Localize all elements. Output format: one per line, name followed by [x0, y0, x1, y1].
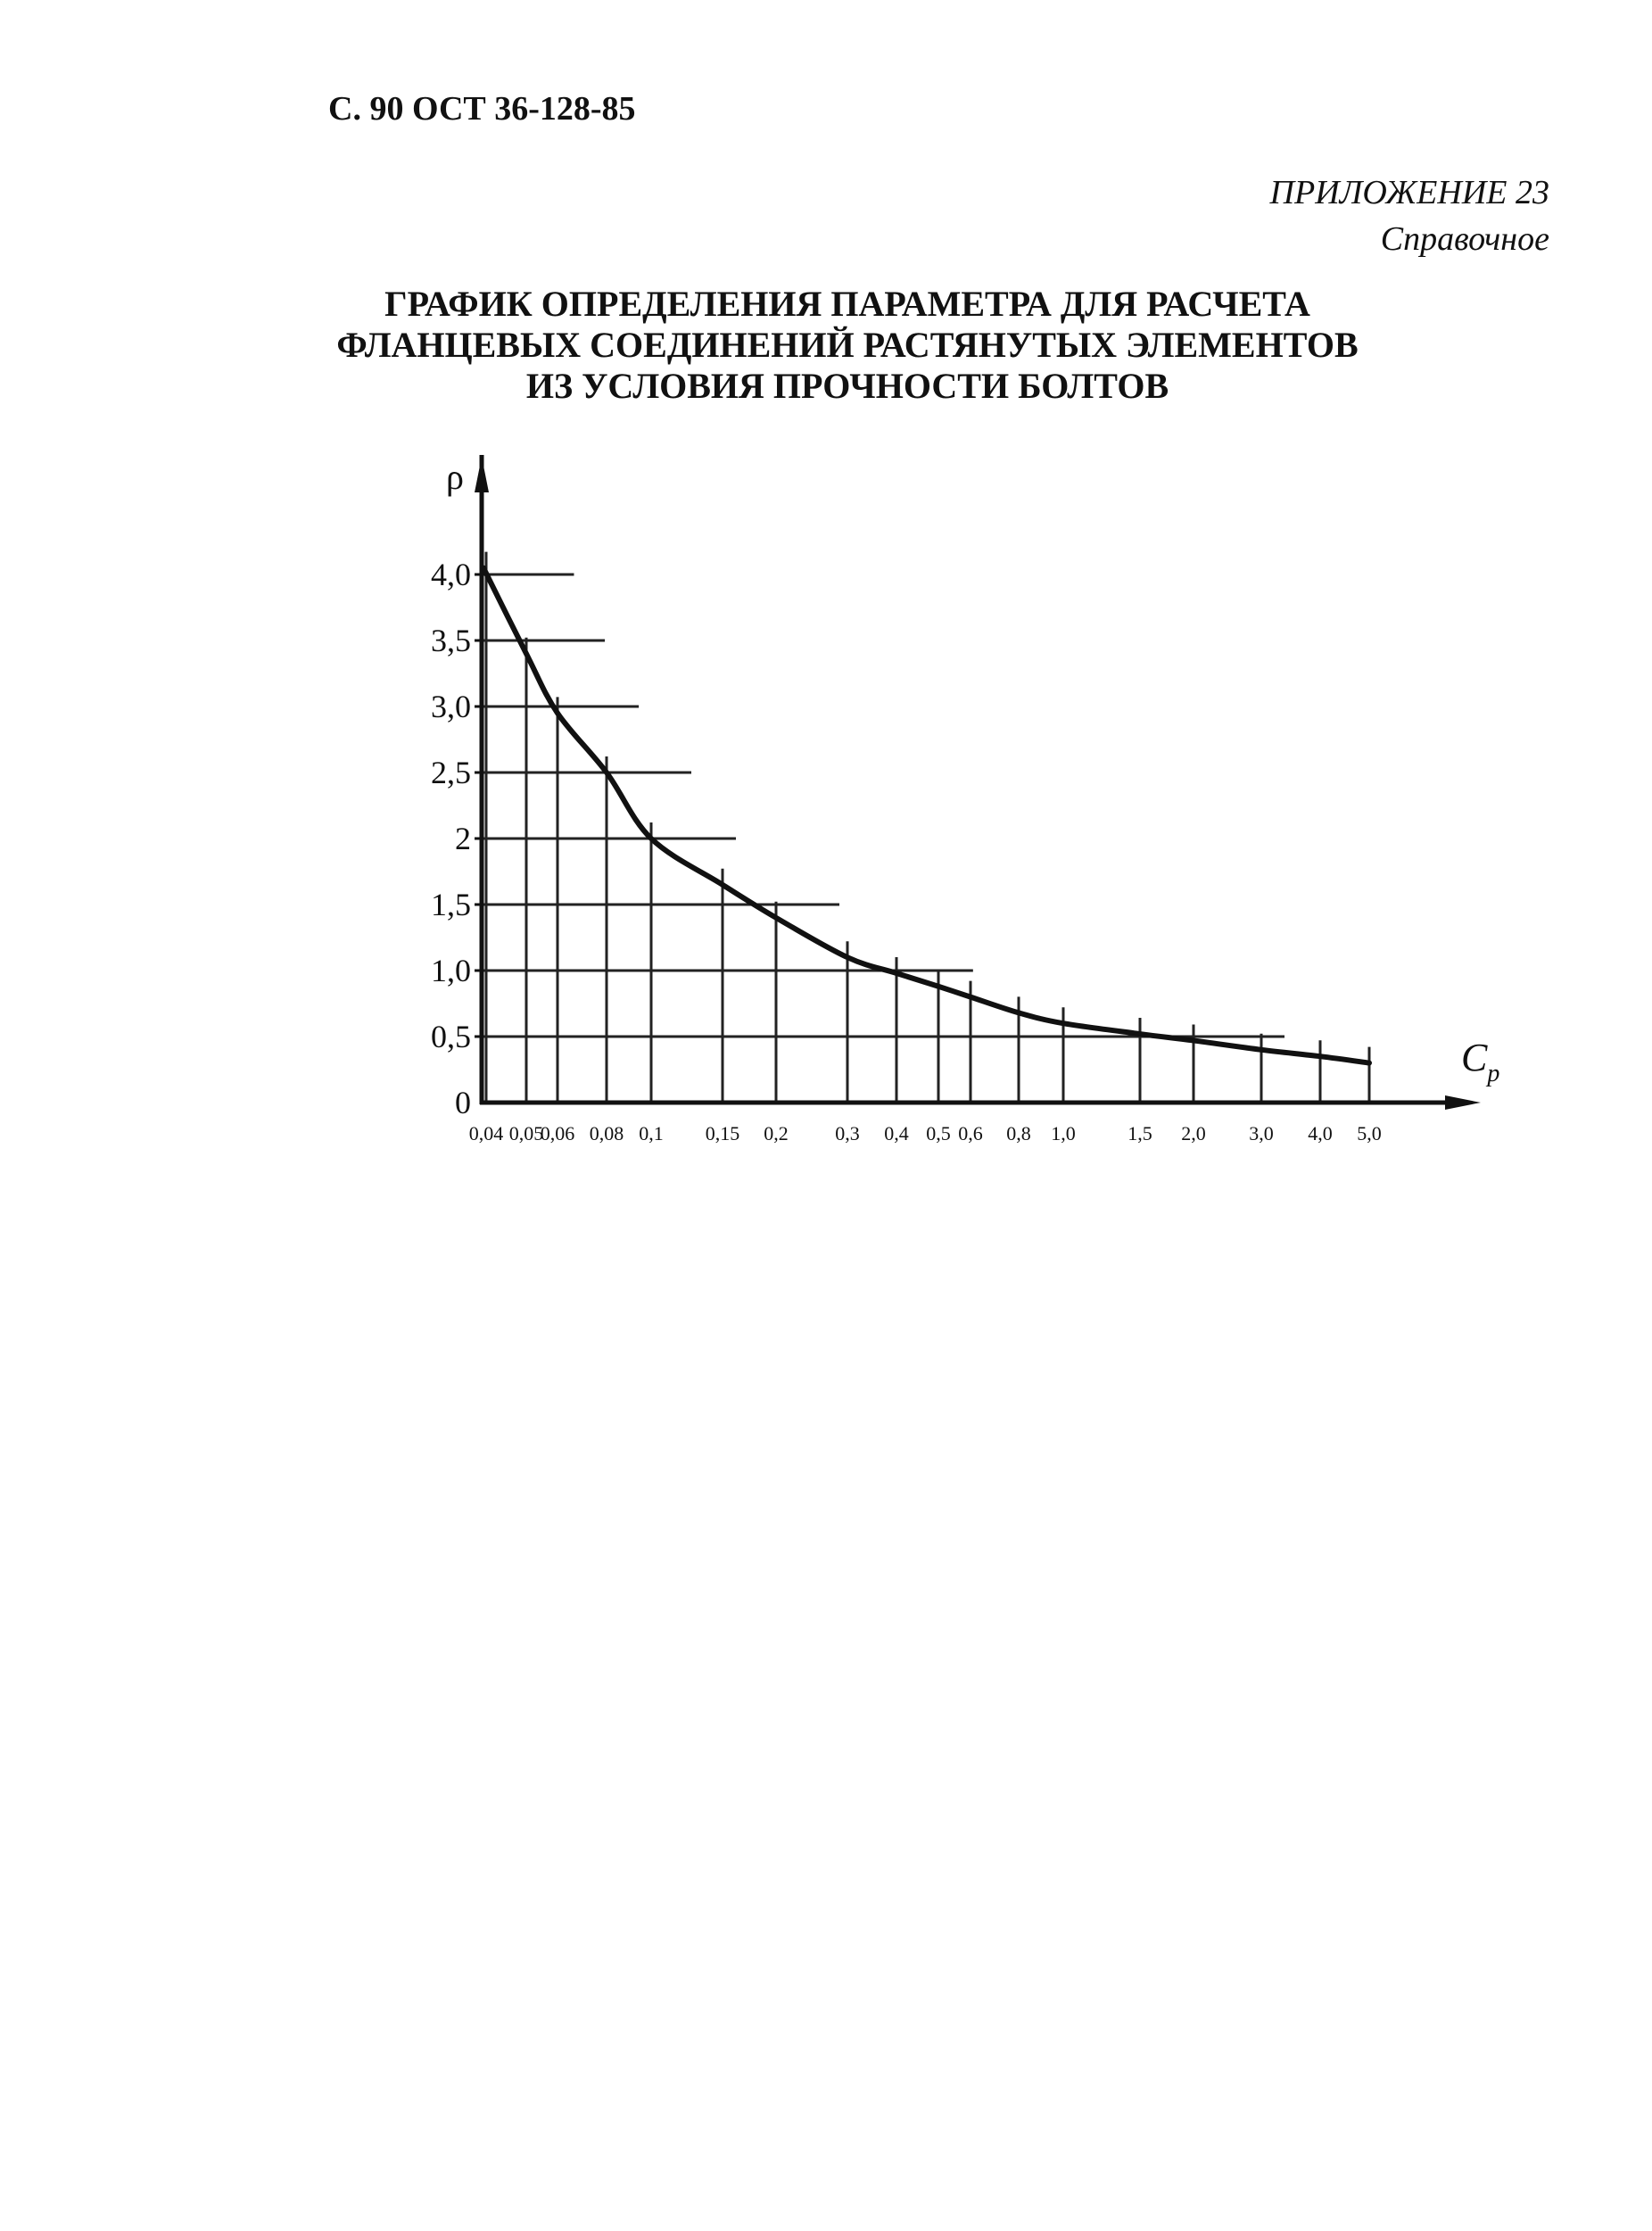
data-point — [774, 916, 778, 920]
data-point — [649, 837, 653, 840]
chart-title-line-1: ГРАФИК ОПРЕДЕЛЕНИЯ ПАРАМЕТРА ДЛЯ РАСЧЕТА — [384, 284, 1310, 324]
x-tick-label: 0,5 — [926, 1122, 951, 1144]
y-tick-label: 3,5 — [431, 623, 471, 658]
y-tick-label: 2 — [455, 821, 471, 856]
data-point — [895, 971, 898, 975]
appendix-type: Справочное — [1380, 220, 1549, 258]
y-axis-label: ρ — [446, 457, 464, 497]
x-tick-label: 5,0 — [1357, 1122, 1382, 1144]
data-point — [721, 883, 724, 887]
data-point — [556, 711, 559, 715]
data-point — [1061, 1021, 1065, 1025]
x-tick-label: 0,3 — [835, 1122, 860, 1144]
x-tick-label: 0,08 — [589, 1122, 624, 1144]
data-point — [1367, 1062, 1371, 1065]
y-tick-label: 0,5 — [431, 1019, 471, 1054]
chart-title-line-2: ФЛАНЦЕВЫХ СОЕДИНЕНИЙ РАСТЯНУТЫХ ЭЛЕМЕНТОВ — [336, 325, 1359, 365]
x-axis-label — [1461, 1036, 1499, 1087]
y-tick-label: 4,0 — [431, 557, 471, 592]
data-point — [1138, 1032, 1142, 1036]
data-point — [1260, 1048, 1263, 1052]
data-point — [482, 566, 485, 570]
chart-title-line-3: ИЗ УСЛОВИЯ ПРОЧНОСТИ БОЛТОВ — [525, 366, 1169, 406]
data-point — [969, 996, 972, 999]
x-ticks — [469, 1122, 1382, 1144]
y-ticks — [431, 557, 482, 1120]
data-point — [1017, 1011, 1020, 1014]
x-tick-label: 4,0 — [1308, 1122, 1333, 1144]
appendix-label: ПРИЛОЖЕНИЕ 23 — [1269, 174, 1549, 211]
x-tick-label: 0,06 — [540, 1122, 575, 1144]
series-line — [483, 568, 1369, 1063]
curve — [482, 566, 1371, 1065]
x-tick-label: 0,04 — [468, 1122, 504, 1144]
x-tick-label: 3,0 — [1249, 1122, 1274, 1144]
x-tick-label: 1,0 — [1051, 1122, 1076, 1144]
x-tick-label: 0,1 — [639, 1122, 664, 1144]
y-tick-label: 1,0 — [431, 953, 471, 988]
x-axis-label-main: C — [1461, 1036, 1488, 1079]
grid — [482, 552, 1369, 1103]
x-tick-label: 0,4 — [884, 1122, 909, 1144]
x-axis-label-sub: p — [1487, 1060, 1500, 1087]
y-axis-arrow-icon — [475, 457, 489, 492]
x-tick-label: 0,2 — [764, 1122, 789, 1144]
y-tick-label: 3,0 — [431, 689, 471, 724]
y-tick-label: 1,5 — [431, 887, 471, 922]
page-ref: С. 90 ОСТ 36-128-85 — [328, 90, 636, 128]
y-tick-label: 2,5 — [431, 755, 471, 790]
x-axis-arrow-icon — [1445, 1095, 1481, 1110]
data-point — [1192, 1038, 1195, 1042]
x-tick-label: 0,8 — [1006, 1122, 1031, 1144]
data-point — [846, 955, 849, 959]
x-tick-label: 1,5 — [1127, 1122, 1152, 1144]
data-point — [525, 652, 528, 656]
x-tick-label: 0,6 — [958, 1122, 983, 1144]
y-tick-label: 0 — [455, 1085, 471, 1120]
data-point — [1318, 1054, 1322, 1058]
data-point — [605, 771, 608, 774]
x-tick-label: 2,0 — [1181, 1122, 1206, 1144]
data-point — [937, 985, 940, 988]
axes — [446, 455, 1499, 1110]
x-tick-label: 0,05 — [508, 1122, 544, 1144]
x-tick-label: 0,15 — [705, 1122, 740, 1144]
